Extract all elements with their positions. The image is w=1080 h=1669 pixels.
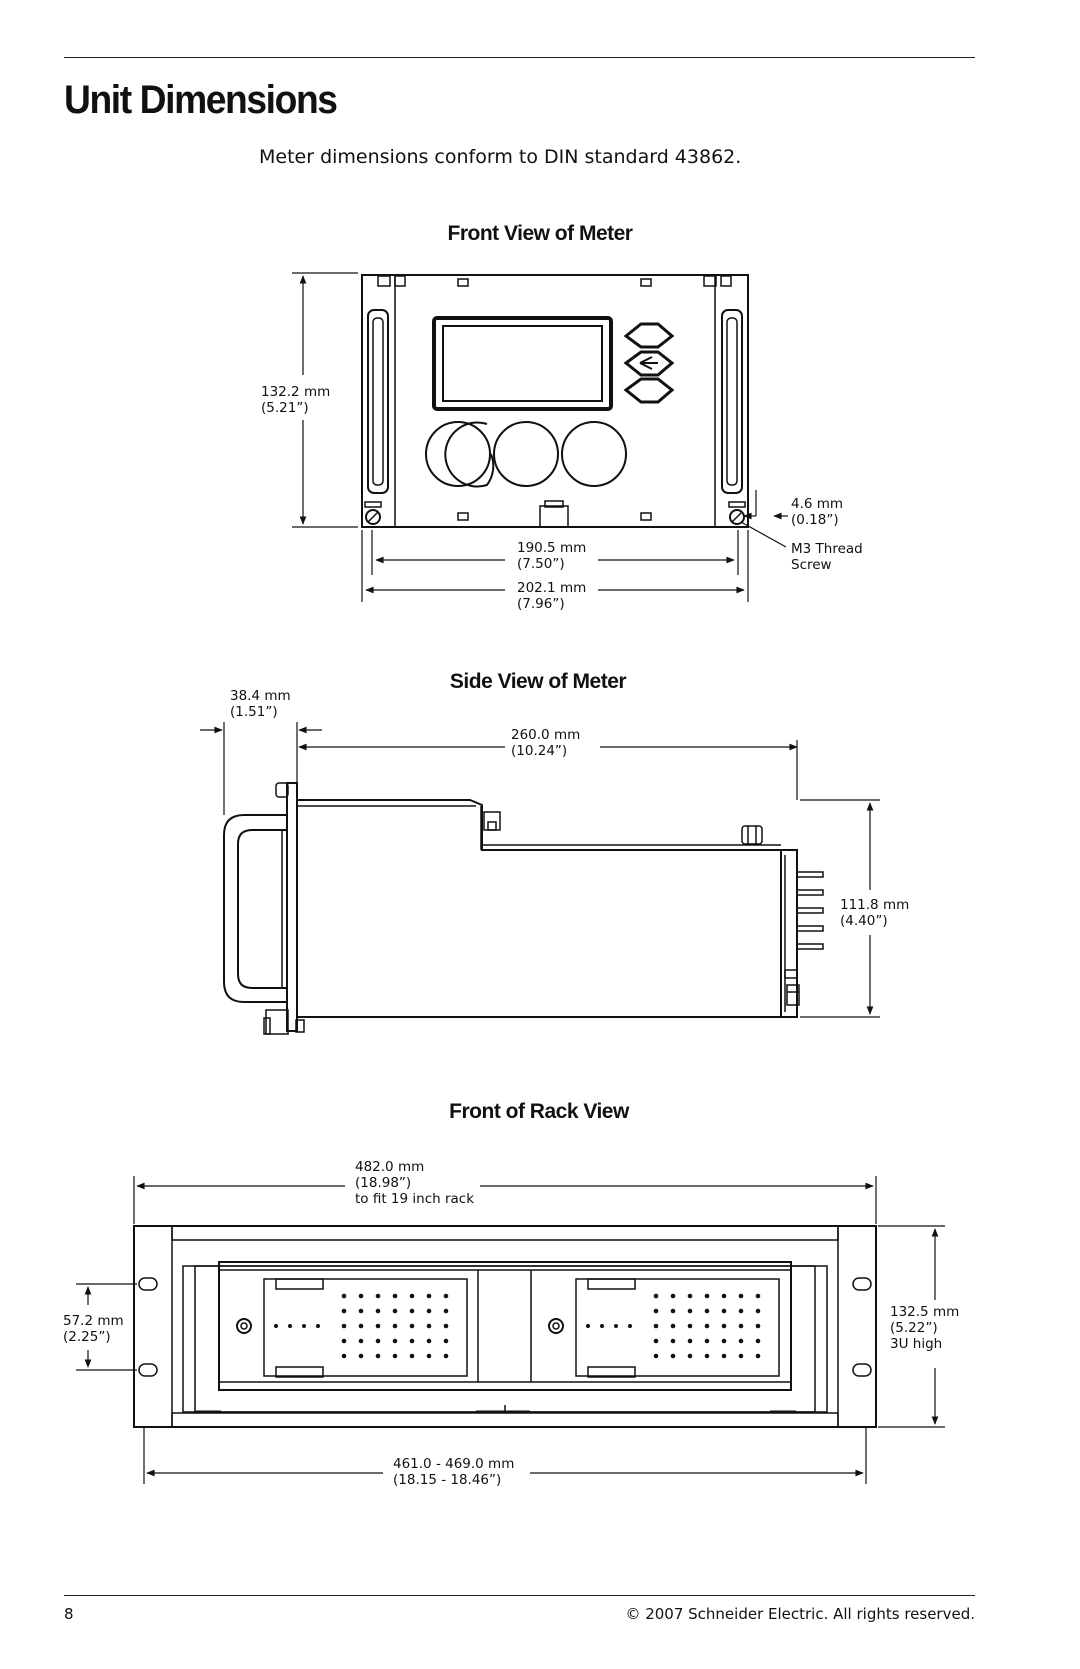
terminal-dot: [427, 1339, 432, 1344]
terminal-dot: [688, 1309, 693, 1314]
terminal-dot: [359, 1309, 364, 1314]
terminal-dot: [654, 1339, 659, 1344]
terminal-dot: [376, 1294, 381, 1299]
terminal-dot: [393, 1294, 398, 1299]
side-height-in: (4.40”): [840, 913, 888, 929]
terminal-dot: [410, 1354, 415, 1359]
rack-view-title: Front of Rack View: [449, 1100, 629, 1123]
terminal-dot: [671, 1309, 676, 1314]
front-inner-width-in: (7.50”): [517, 556, 565, 572]
terminal-dot: [444, 1324, 449, 1329]
front-view-drawing: [362, 275, 748, 527]
terminal-dot: [302, 1324, 306, 1328]
terminal-dot: [359, 1339, 364, 1344]
rack-width-note: to fit 19 inch rack: [355, 1191, 475, 1207]
terminal-dot: [722, 1339, 727, 1344]
terminal-dot: [600, 1324, 604, 1328]
terminal-dot: [654, 1309, 659, 1314]
terminal-dot: [722, 1294, 727, 1299]
terminal-dot: [722, 1354, 727, 1359]
terminal-dot: [393, 1324, 398, 1329]
terminal-dot: [342, 1354, 347, 1359]
terminal-dot: [359, 1354, 364, 1359]
rack-inner-width-in: (18.15 - 18.46”): [393, 1472, 502, 1488]
page-title: Unit Dimensions: [64, 78, 337, 122]
terminal-dot: [739, 1324, 744, 1329]
terminal-dot: [756, 1309, 761, 1314]
bottom-rule: [64, 1595, 975, 1596]
terminal-dot: [376, 1309, 381, 1314]
front-inner-width-mm: 190.5 mm: [517, 540, 587, 556]
front-height-in: (5.21”): [261, 400, 309, 416]
terminal-dot: [654, 1294, 659, 1299]
terminal-dot: [410, 1294, 415, 1299]
terminal-dot: [359, 1324, 364, 1329]
terminal-dot: [671, 1324, 676, 1329]
side-view-dimensions: [200, 722, 880, 1017]
terminal-dot: [410, 1324, 415, 1329]
terminal-dot: [705, 1324, 710, 1329]
front-view-labels: [261, 384, 863, 612]
terminal-dot: [614, 1324, 618, 1328]
terminal-dot: [756, 1324, 761, 1329]
terminal-dot: [705, 1294, 710, 1299]
terminal-dot: [427, 1354, 432, 1359]
rack-height-note: 3U high: [890, 1336, 943, 1352]
side-view-drawing: [224, 783, 823, 1034]
side-depth-in: (10.24”): [511, 743, 568, 759]
terminal-dot: [739, 1339, 744, 1344]
terminal-dot: [427, 1324, 432, 1329]
terminal-dot: [705, 1339, 710, 1344]
terminal-dot: [688, 1294, 693, 1299]
terminal-dot: [688, 1339, 693, 1344]
side-handle-mm: 38.4 mm: [230, 688, 291, 704]
rack-view-drawing: [134, 1226, 876, 1427]
rack-hole-spacing-mm: 57.2 mm: [63, 1313, 124, 1329]
terminal-dot: [586, 1324, 590, 1328]
screw-label-line2: Screw: [791, 557, 832, 573]
terminal-dot: [671, 1354, 676, 1359]
terminal-dot: [274, 1324, 278, 1328]
terminal-dot: [654, 1354, 659, 1359]
terminal-dot: [628, 1324, 632, 1328]
side-view-title: Side View of Meter: [449, 670, 627, 693]
front-outer-width-mm: 202.1 mm: [517, 580, 587, 596]
terminal-dot: [376, 1339, 381, 1344]
terminal-dot: [444, 1309, 449, 1314]
terminal-dot: [342, 1294, 347, 1299]
front-outer-width-in: (7.96”): [517, 596, 565, 612]
rack-view-labels: [63, 1159, 959, 1488]
terminal-dot: [359, 1294, 364, 1299]
side-depth-mm: 260.0 mm: [511, 727, 581, 743]
terminal-dot: [342, 1339, 347, 1344]
terminal-dot: [705, 1309, 710, 1314]
terminal-dot: [410, 1309, 415, 1314]
terminal-dot: [444, 1339, 449, 1344]
terminal-dot: [756, 1294, 761, 1299]
rack-height-mm: 132.5 mm: [890, 1304, 960, 1320]
side-handle-in: (1.51”): [230, 704, 278, 720]
screw-size-mm: 4.6 mm: [791, 496, 844, 512]
terminal-dot: [342, 1324, 347, 1329]
terminal-dot: [756, 1339, 761, 1344]
terminal-dot: [722, 1309, 727, 1314]
terminal-dot: [688, 1324, 693, 1329]
terminal-dot: [739, 1294, 744, 1299]
terminal-dot: [671, 1294, 676, 1299]
rack-inner-width-mm: 461.0 - 469.0 mm: [393, 1456, 515, 1472]
rack-width-mm: 482.0 mm: [355, 1159, 425, 1175]
terminal-dot: [393, 1309, 398, 1314]
terminal-dot: [410, 1339, 415, 1344]
intro-text: Meter dimensions conform to DIN standard 43862.: [259, 146, 742, 168]
terminal-dot: [688, 1354, 693, 1359]
terminal-dot: [739, 1309, 744, 1314]
terminal-dot: [376, 1324, 381, 1329]
terminal-dot: [739, 1354, 744, 1359]
terminal-dot: [444, 1294, 449, 1299]
terminal-dot: [316, 1324, 320, 1328]
terminal-dot: [671, 1339, 676, 1344]
terminal-dot: [444, 1354, 449, 1359]
terminal-dot: [427, 1309, 432, 1314]
terminal-dot: [393, 1354, 398, 1359]
rack-hole-spacing-in: (2.25”): [63, 1329, 111, 1345]
terminal-dot: [393, 1339, 398, 1344]
terminal-dot: [376, 1354, 381, 1359]
screw-label-line1: M3 Thread: [791, 541, 863, 557]
copyright: © 2007 Schneider Electric. All rights reserved.: [625, 1605, 975, 1623]
terminal-dot: [722, 1324, 727, 1329]
terminal-dot: [705, 1354, 710, 1359]
front-view-title: Front View of Meter: [447, 222, 633, 245]
terminal-dot: [654, 1324, 659, 1329]
screw-size-in: (0.18”): [791, 512, 839, 528]
side-view-labels: [230, 688, 909, 929]
rack-height-in: (5.22”): [890, 1320, 938, 1336]
terminal-dot: [756, 1354, 761, 1359]
terminal-dot: [342, 1309, 347, 1314]
rack-width-in: (18.98”): [355, 1175, 412, 1191]
page-number: 8: [64, 1605, 74, 1623]
front-height-mm: 132.2 mm: [261, 384, 331, 400]
terminal-dot: [288, 1324, 292, 1328]
rack-terminal-dots: [274, 1294, 760, 1359]
side-height-mm: 111.8 mm: [840, 897, 910, 913]
terminal-dot: [427, 1294, 432, 1299]
